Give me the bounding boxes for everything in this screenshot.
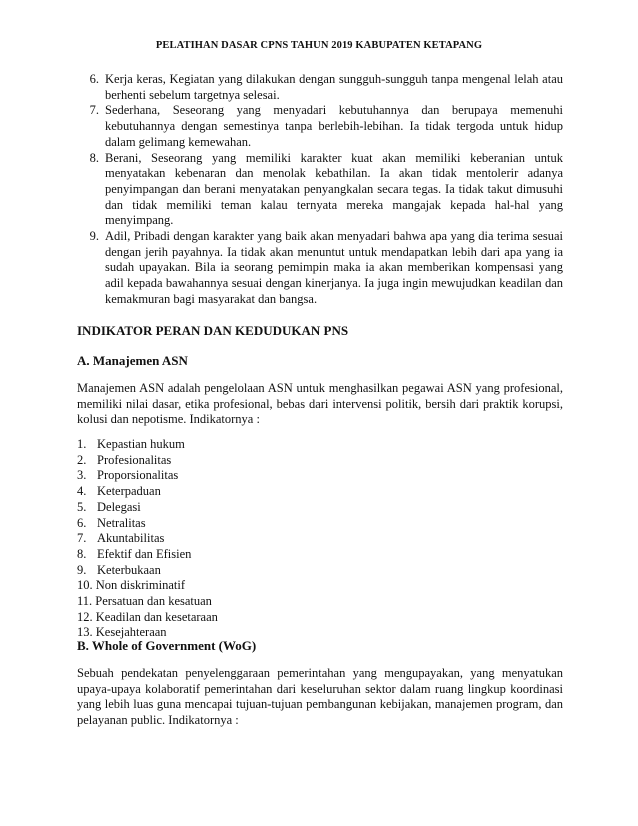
subsection-a-paragraph: Manajemen ASN adalah pengelolaan ASN untuk menghasilkan pegawai ASN yang profesional, memiliki nilai dasar, etika profesional, bebas dari intervensi politik, bersih dari praktik korupsi, kolusi dan nepotisme. Indikatornya : — [77, 381, 563, 427]
indicator-text: Netralitas — [97, 515, 146, 530]
indicator-number: 11. — [77, 594, 93, 609]
indicator-text: Akuntabilitas — [97, 531, 165, 546]
indicator-number: 13. — [77, 625, 93, 640]
indicator-item — [77, 531, 218, 547]
indicator-item — [77, 484, 218, 500]
subsection-b-title: B. Whole of Government (WoG) — [77, 638, 257, 653]
indicator-text: Efektif dan Efisien — [97, 546, 192, 561]
indicator-item — [77, 453, 218, 469]
indicator-number: 1. — [77, 437, 87, 451]
indicator-text: Profesionalitas — [97, 452, 172, 467]
indicator-item — [77, 610, 218, 626]
indicator-list — [77, 437, 218, 641]
indicator-number: 7. — [77, 531, 87, 546]
values-list — [77, 72, 563, 308]
indicator-number: 2. — [77, 452, 87, 467]
page-header: PELATIHAN DASAR CPNS TAHUN 2019 KABUPATEN KETAPANG — [155, 40, 483, 51]
indicator-number: 4. — [77, 484, 87, 499]
indicator-item — [77, 468, 218, 484]
list-item — [77, 72, 563, 103]
list-item — [77, 103, 563, 150]
indicator-item — [77, 516, 218, 532]
indicator-text: Kesejahteraan — [95, 625, 167, 640]
indicator-number: 8. — [77, 546, 87, 561]
list-item-number: 8. — [89, 150, 99, 165]
indicator-text: Proporsionalitas — [97, 468, 179, 483]
indicator-number: 9. — [77, 562, 87, 577]
list-item-text: Sederhana, Seseorang yang menyadari kebutuhannya dan berupaya memenuhi kebutuhannya dengan semestinya tanpa berlebih-lebihan. Ia tidak tergoda untuk hidup dalam gelimang kemewahan. — [105, 103, 563, 149]
indicator-text: Keterpaduan — [97, 484, 161, 499]
indicator-number: 10. — [77, 578, 93, 593]
subsection-b-paragraph: Sebuah pendekatan penyelenggaraan pemerintahan yang mengupayakan, yang menyatukan upaya-upaya kolaboratif pemerintahan dari keseluruhan sektor dalam ruang lingkup koordinasi yang lebih luas guna mencapai tujuan-tujuan pembangunan kebijakan, manajemen program, dan pelayanan public. Indikatornya : — [77, 666, 563, 728]
indicator-text: Keadilan dan kesetaraan — [95, 609, 218, 624]
indicator-number: 5. — [77, 499, 87, 514]
list-item-text: Berani, Seseorang yang memiliki karakter kuat akan memiliki keberanian untuk menyatakan kebenaran dan menolak kebathilan. Ia akan tidak mentolerir adanya penyimpangan dan berani menyatakan penyangkalan secara tegas. Ia tidak takut dimusuhi dan tidak memiliki teman kalau ternyata mereka mangajak kepada hal-hal yang menyimpang. — [105, 150, 563, 228]
indicator-text: Non diskriminatif — [95, 578, 185, 593]
list-item — [77, 151, 563, 230]
indicator-item — [77, 437, 218, 453]
list-item-number: 7. — [89, 103, 99, 118]
section-title: INDIKATOR PERAN DAN KEDUDUKAN PNS — [77, 323, 349, 338]
list-item — [77, 229, 563, 308]
list-item-number: 6. — [89, 72, 99, 86]
indicator-number: 12. — [77, 609, 93, 624]
subsection-a-title: A. Manajemen ASN — [77, 353, 188, 368]
indicator-item — [77, 578, 218, 594]
indicator-item — [77, 563, 218, 579]
indicator-text: Delegasi — [97, 499, 141, 514]
indicator-text: Keterbukaan — [97, 562, 161, 577]
list-item-number: 9. — [89, 229, 99, 244]
indicator-text: Kepastian hukum — [97, 437, 185, 451]
indicator-item — [77, 547, 218, 563]
list-item-text: Adil, Pribadi dengan karakter yang baik akan menyadari bahwa apa yang dia terima sesuai dengan jerih payahnya. Ia tidak akan menuntut untuk mendapatkan lebih dari apa yang ia sudah upayakan. Bila ia seorang pemimpin maka ia akan memberikan kompensasi yang adil kepada bawahannya sesuai dengan kinerjanya. Ia juga ingin mewujudkan keadilan dan kemakmuran bagi masyarakat dan bangsa. — [105, 229, 563, 306]
list-item-text: Kerja keras, Kegiatan yang dilakukan dengan sungguh-sungguh tanpa mengenal lelah atau berhenti sebelum targetnya selesai. — [105, 72, 563, 102]
indicator-number: 3. — [77, 468, 87, 483]
indicator-number: 6. — [77, 515, 87, 530]
indicator-item — [77, 594, 218, 610]
indicator-text: Persatuan dan kesatuan — [95, 594, 212, 609]
indicator-item — [77, 500, 218, 516]
